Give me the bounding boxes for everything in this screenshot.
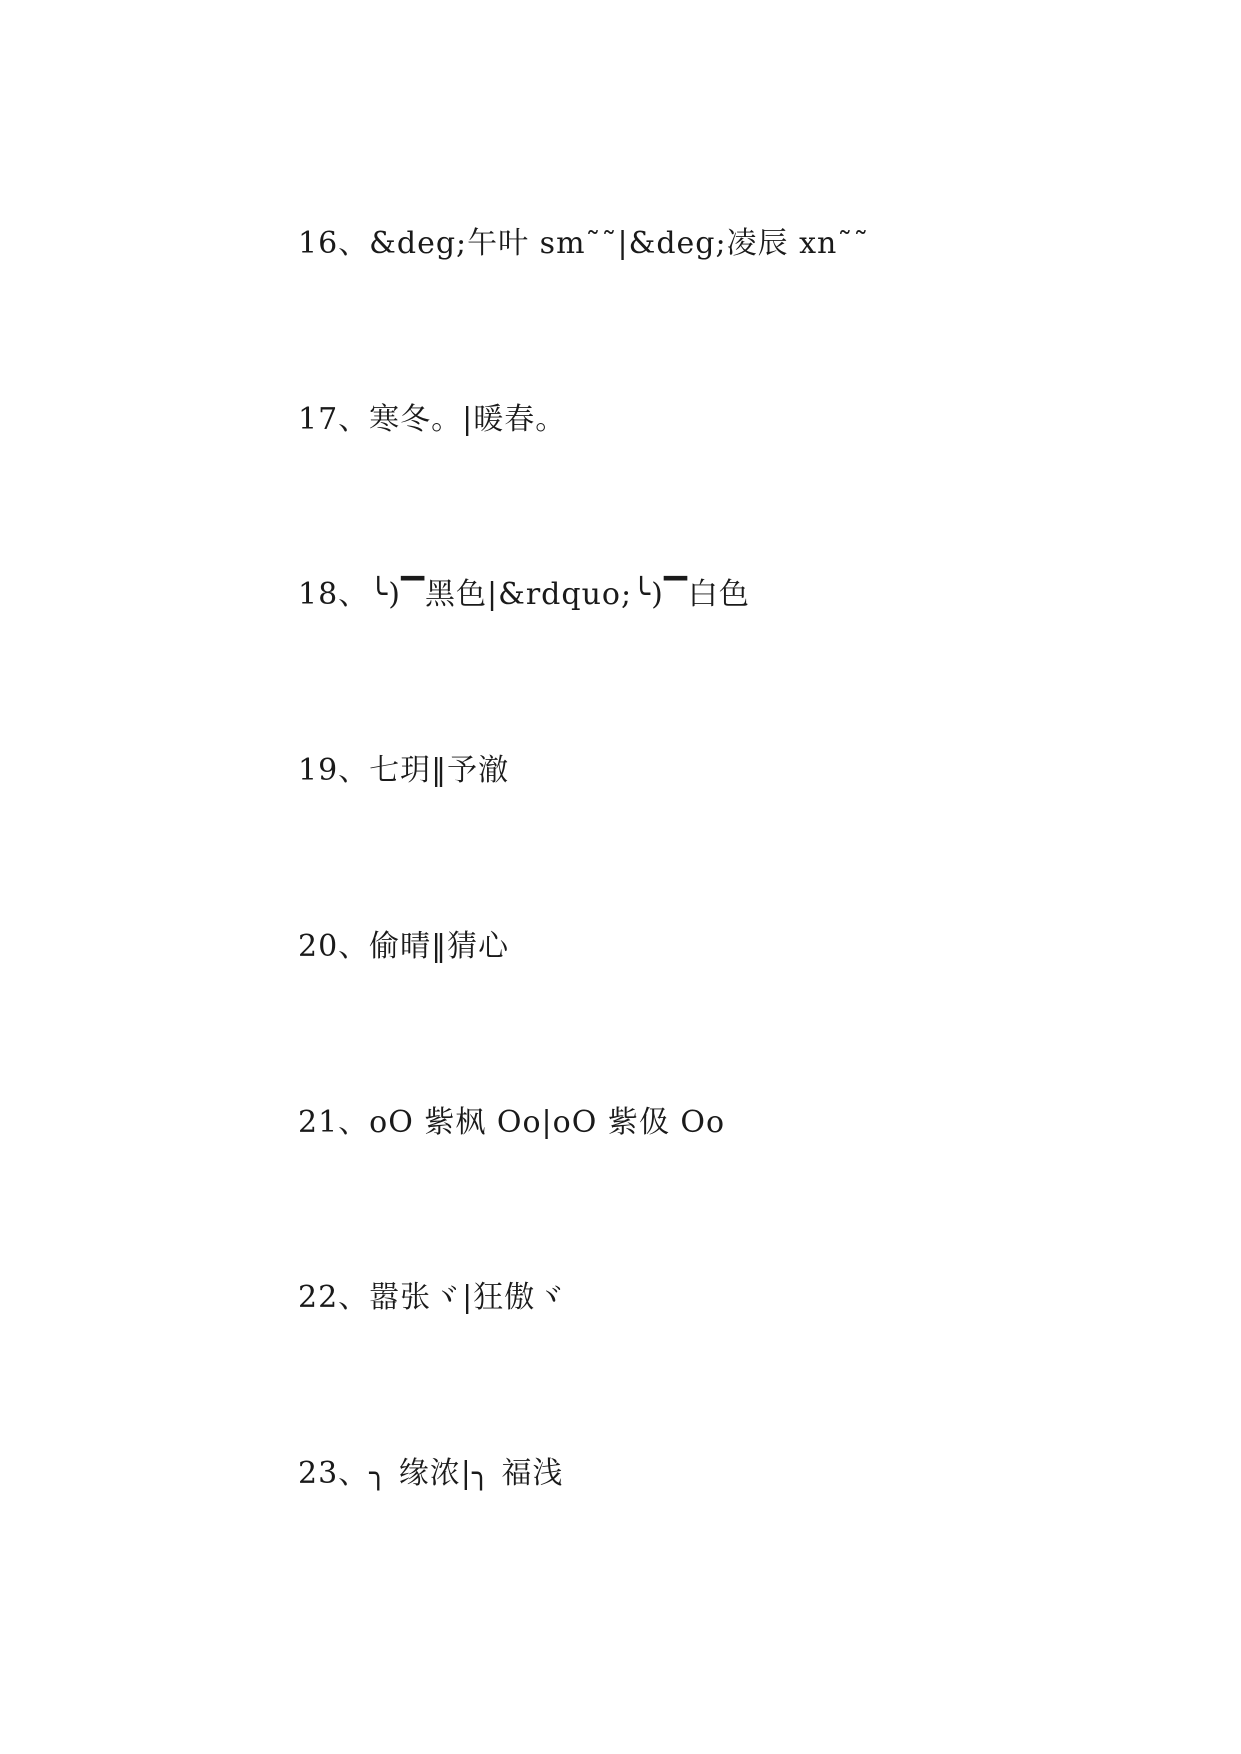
text-line: 18、╰)▔黑色|&rdquo;╰)▔白色: [298, 577, 750, 612]
text-line: 21、oO 紫枫 Oo|oO 紫伋 Oo: [298, 1105, 726, 1140]
text-line: 23、╮ 缘浓|╮ 福浅: [298, 1456, 564, 1491]
text-line: 17、寒冬。|暖春。: [298, 402, 567, 437]
text-line: 19、七玥‖予澈: [298, 753, 510, 788]
text-line: 22、嚣张ヾ|狂傲ヾ: [298, 1280, 567, 1315]
text-line: 20、偷晴‖猜心: [298, 929, 510, 964]
text-line: 16、&deg;午叶 sm˜˜|&deg;凌辰 xn˜˜: [298, 226, 870, 261]
